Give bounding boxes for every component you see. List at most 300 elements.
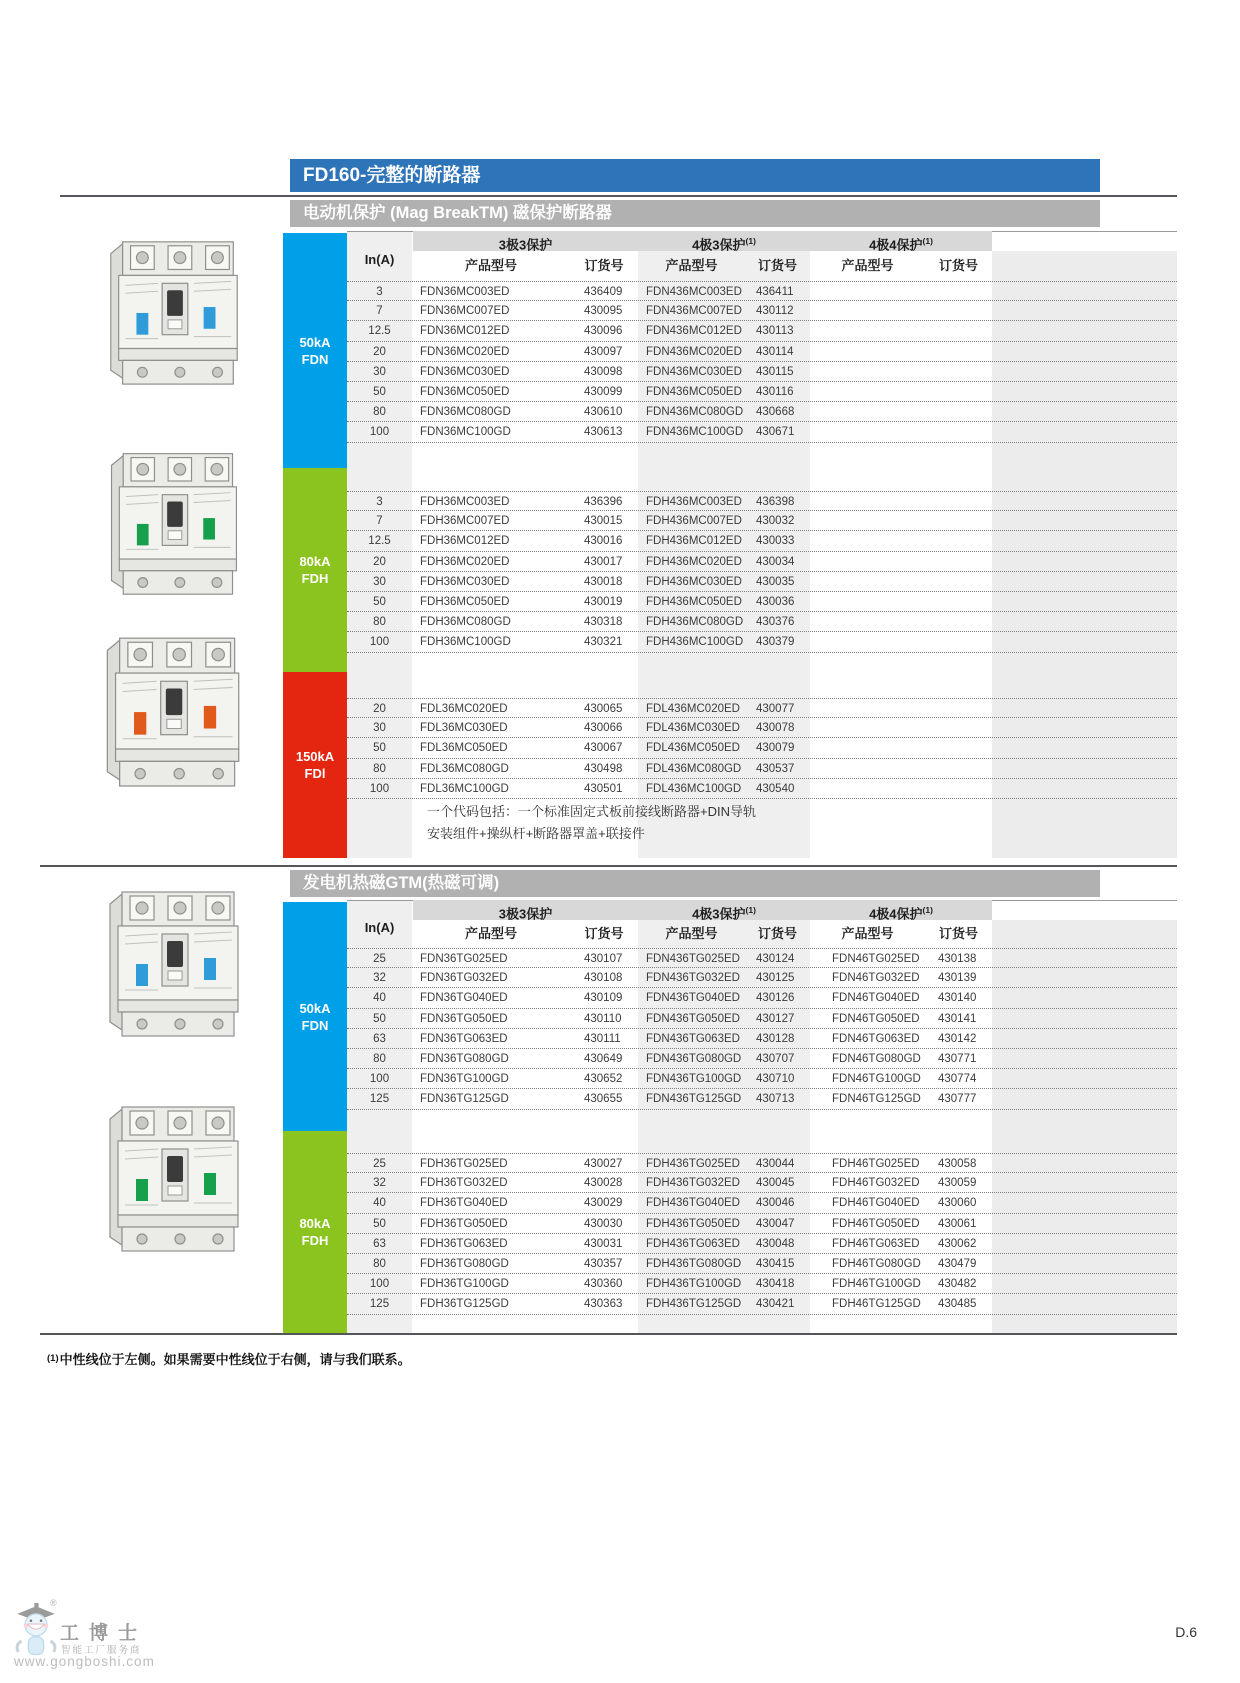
column-group-label: 4极3保护	[692, 906, 746, 922]
cell-in: 30	[373, 365, 386, 378]
cell-product: FDN436MC007ED	[646, 305, 742, 318]
cell-order: 430127	[756, 1012, 795, 1025]
cell-product: FDH46TG050ED	[832, 1217, 920, 1230]
cell-order: 430128	[756, 1032, 795, 1045]
cell-product: FDN36MC080GD	[420, 406, 511, 419]
order-column-header: 订货号	[584, 926, 624, 941]
rating-label: 50kA	[299, 334, 331, 350]
cell-order: 430111	[584, 1032, 621, 1045]
cell-in: 63	[373, 1237, 386, 1250]
cell-in: 50	[373, 742, 386, 755]
cell-order: 430061	[938, 1217, 977, 1230]
section-divider-line	[60, 195, 1177, 197]
cell-order: 430771	[938, 1053, 977, 1065]
cell-order: 430777	[938, 1093, 977, 1106]
cell-product	[832, 382, 932, 401]
logo-subtitle: 智能工厂服务商	[61, 1645, 142, 1656]
cell-order: 430045	[756, 1177, 795, 1190]
cell-order: 430713	[756, 1093, 795, 1106]
cell-product: FDN36TG100GD	[420, 1073, 509, 1086]
cell-order: 430363	[584, 1298, 623, 1311]
order-column-header: 订货号	[584, 258, 624, 273]
table-row	[347, 948, 1177, 968]
cell-product: FDN436TG125GD	[646, 1093, 742, 1106]
section-title: 电动机保护 (Mag BreakTM) 磁保护断路器	[303, 204, 612, 222]
cell-product: FDH36TG063ED	[420, 1237, 508, 1250]
cell-product: FDH36TG125GD	[420, 1298, 509, 1311]
cell-order: 430671	[756, 426, 795, 439]
table-row	[347, 402, 1177, 422]
cell-in: 12.5	[368, 535, 391, 548]
table-row	[347, 342, 1177, 362]
cell-order: 430318	[584, 616, 623, 629]
cell-order	[938, 632, 994, 651]
cell-product: FDH36TG040ED	[420, 1197, 508, 1210]
cell-order: 430115	[756, 365, 794, 378]
cell-order	[938, 342, 994, 361]
breaker-illustration	[98, 876, 248, 1046]
cell-product: FDN436MC080GD	[646, 406, 744, 419]
footnote	[47, 1349, 411, 1368]
cell-product: FDL36MC020ED	[420, 703, 508, 715]
cell-product: FDN436TG025ED	[646, 953, 740, 965]
cell-in: 30	[373, 575, 386, 588]
table-row	[347, 738, 1177, 758]
column-group-label: 3极3保护	[498, 237, 553, 253]
cell-product: FDN36TG050ED	[420, 1012, 508, 1025]
cell-product: FDH36TG080GD	[420, 1258, 509, 1270]
table-row	[347, 759, 1177, 779]
column-group-header	[638, 900, 810, 920]
cell-product: FDN436MC012ED	[646, 325, 742, 338]
product-column-header: 产品型号	[665, 258, 718, 273]
cell-product: FDH436MC003ED	[646, 496, 742, 508]
table-row	[347, 1089, 1177, 1109]
cell-product: FDH36MC003ED	[420, 496, 510, 508]
cell-product: FDN436MC050ED	[646, 386, 742, 398]
table-row	[347, 1193, 1177, 1213]
cell-order: 430537	[756, 762, 795, 775]
cell-order: 430109	[584, 992, 623, 1005]
cell-product: FDN36TG040ED	[420, 992, 508, 1005]
cell-order: 430125	[756, 972, 795, 985]
table-row	[347, 1049, 1177, 1069]
page-title: FD160-完整的断路器	[303, 165, 481, 186]
cell-product	[832, 402, 932, 421]
table-row	[347, 1009, 1177, 1029]
cell-product: FDH36TG025ED	[420, 1158, 508, 1170]
table-row	[347, 281, 1177, 301]
cell-product: FDH36MC100GD	[420, 636, 511, 649]
table-row	[347, 362, 1177, 382]
breaker-illustration	[98, 228, 248, 392]
table-row	[347, 1254, 1177, 1274]
cell-product: FDL436MC100GD	[646, 782, 742, 795]
cell-product: FDN436TG063ED	[646, 1032, 740, 1045]
cell-product: FDN436TG032ED	[646, 972, 740, 985]
cell-product: FDH436MC050ED	[646, 596, 742, 608]
order-column-header: 订货号	[757, 926, 797, 941]
cell-order: 430031	[584, 1237, 623, 1250]
cell-product: FDL436MC020ED	[646, 703, 740, 715]
table-row	[347, 1294, 1177, 1314]
column-group-header	[638, 231, 810, 251]
cell-in: 40	[373, 1197, 386, 1210]
cell-order: 430044	[756, 1158, 795, 1170]
cell-order: 430421	[756, 1298, 795, 1311]
cell-product: FDN46TG063ED	[832, 1032, 920, 1045]
cell-order	[938, 321, 994, 340]
cell-order	[938, 362, 994, 381]
cell-order: 430065	[584, 703, 623, 715]
cell-in: 100	[369, 1073, 390, 1086]
cell-product: FDN436MC100GD	[646, 426, 744, 439]
cell-product: FDH436MC030ED	[646, 575, 742, 588]
cell-order: 430027	[584, 1158, 623, 1170]
cell-product: FDH36TG100GD	[420, 1278, 509, 1291]
cell-order	[938, 382, 994, 401]
cell-product: FDN46TG032ED	[832, 972, 920, 985]
cell-order: 430655	[584, 1093, 623, 1106]
cell-order	[938, 492, 994, 510]
table-row	[347, 321, 1177, 341]
cell-order: 430096	[584, 325, 623, 338]
cell-product: FDN436TG050ED	[646, 1012, 740, 1025]
cell-in: 30	[373, 722, 386, 735]
cell-order: 430479	[938, 1258, 977, 1270]
cell-product	[832, 511, 932, 530]
cell-order: 430097	[584, 345, 623, 358]
cell-in: 80	[373, 616, 386, 629]
cell-product: FDN36TG080GD	[420, 1053, 509, 1065]
cell-product: FDN36TG032ED	[420, 972, 508, 985]
product-column-header: 产品型号	[464, 258, 517, 273]
cell-order: 430029	[584, 1197, 623, 1210]
cell-order	[938, 552, 994, 571]
cell-in: 80	[373, 762, 386, 775]
cell-product	[832, 552, 932, 571]
table-row	[347, 491, 1177, 511]
cell-order: 430077	[756, 703, 795, 715]
page-number: D.6	[1175, 1624, 1197, 1640]
cell-order: 430113	[756, 325, 794, 338]
cell-product: FDH436TG125GD	[646, 1298, 742, 1311]
column-group-sup: (1)	[922, 236, 933, 246]
cell-product	[832, 342, 932, 361]
cell-order: 430114	[756, 345, 794, 358]
cell-order: 430062	[938, 1237, 977, 1250]
cell-order: 430112	[756, 305, 794, 318]
cell-product	[832, 699, 932, 717]
in-column-header: In(A)	[364, 252, 395, 267]
cell-in: 80	[373, 1053, 386, 1065]
cell-product: FDH36MC050ED	[420, 596, 510, 608]
cell-product: FDH36TG032ED	[420, 1177, 508, 1190]
cell-product: FDH46TG025ED	[832, 1158, 920, 1170]
cell-in: 20	[373, 703, 386, 715]
section-divider-line	[40, 865, 1177, 867]
cell-order: 430078	[756, 722, 795, 735]
product-column-header: 产品型号	[665, 926, 718, 941]
cell-in: 125	[369, 1298, 390, 1311]
cell-order: 430652	[584, 1073, 623, 1086]
rating-label: 80kA	[299, 1216, 331, 1231]
section-header-bar	[290, 200, 1100, 227]
cell-order: 430485	[938, 1298, 977, 1311]
cell-order: 430418	[756, 1278, 795, 1291]
cell-order: 430058	[938, 1158, 977, 1170]
cell-order: 430036	[756, 596, 795, 608]
cell-product	[832, 718, 932, 737]
cell-order: 430099	[584, 386, 623, 398]
cell-product	[832, 282, 932, 300]
rating-label: 80kA	[299, 554, 331, 569]
cell-product	[832, 362, 932, 381]
note-line: 安装组件+操纵杆+断路器罩盖+联接件	[427, 826, 645, 841]
logo-url: www.gongboshi.com	[14, 1654, 155, 1669]
column-group-sup: (1)	[745, 236, 756, 246]
cell-product: FDH36MC020ED	[420, 555, 510, 568]
cell-order: 430360	[584, 1278, 623, 1291]
cell-product: FDN36MC007ED	[420, 305, 510, 318]
cell-product: FDN36TG125GD	[420, 1093, 509, 1106]
cell-product: FDL436MC030ED	[646, 722, 740, 735]
cell-product	[832, 492, 932, 510]
table-row	[347, 1173, 1177, 1193]
table-row	[347, 1214, 1177, 1234]
cell-product: FDH46TG040ED	[832, 1197, 920, 1210]
registered-mark: ®	[50, 1598, 57, 1608]
table-row	[347, 632, 1177, 652]
cell-order: 430138	[938, 953, 977, 965]
cell-order: 430613	[584, 426, 623, 439]
table-row	[347, 988, 1177, 1008]
cell-order: 430032	[756, 515, 795, 528]
table-row	[347, 1234, 1177, 1254]
cell-product: FDH436TG080GD	[646, 1258, 742, 1270]
table-row	[347, 698, 1177, 718]
cell-product: FDH436TG032ED	[646, 1177, 740, 1190]
cell-product: FDN46TG100GD	[832, 1073, 921, 1086]
cell-product: FDN436TG100GD	[646, 1073, 742, 1086]
cell-order: 430016	[584, 535, 623, 548]
cell-in: 32	[373, 972, 386, 985]
cell-order	[938, 531, 994, 550]
cell-order: 430098	[584, 365, 623, 378]
cell-product: FDH436MC007ED	[646, 515, 742, 528]
cell-order: 430059	[938, 1177, 977, 1190]
cell-in: 50	[373, 1217, 386, 1230]
cell-product: FDL436MC080GD	[646, 762, 742, 775]
table-row	[347, 1029, 1177, 1049]
cell-order: 430095	[584, 305, 623, 318]
table-row	[347, 531, 1177, 551]
cell-product: FDH46TG080GD	[832, 1258, 921, 1270]
cell-product: FDN46TG040ED	[832, 992, 920, 1005]
cell-product: FDL36MC080GD	[420, 762, 509, 775]
cell-product: FDN46TG125GD	[832, 1093, 921, 1106]
cell-in: 3	[376, 496, 383, 508]
cell-order: 430379	[756, 636, 795, 649]
cell-in: 80	[373, 406, 386, 419]
cell-product: FDL36MC030ED	[420, 722, 508, 735]
cell-product: FDN36MC020ED	[420, 345, 510, 358]
cell-order: 430141	[938, 1012, 977, 1025]
cell-order: 430067	[584, 742, 623, 755]
cell-product: FDN436MC003ED	[646, 286, 742, 298]
cell-order: 430033	[756, 535, 795, 548]
cell-in: 25	[373, 953, 386, 965]
cell-product	[832, 779, 932, 798]
cell-order: 436398	[756, 496, 795, 508]
table-row	[347, 511, 1177, 531]
column-group-header	[810, 231, 992, 251]
cell-order: 430030	[584, 1217, 623, 1230]
cell-in: 50	[373, 386, 386, 398]
breaker-image-fdn-gtm	[98, 876, 248, 1046]
table-row	[347, 382, 1177, 402]
cell-product	[832, 572, 932, 591]
family-label: FDH	[301, 571, 329, 586]
cell-product: FDN46TG025ED	[832, 953, 920, 965]
cell-product: FDH46TG100GD	[832, 1278, 921, 1291]
rating-label: 50kA	[299, 1000, 331, 1016]
rating-color-block	[283, 672, 347, 858]
cell-order: 430139	[938, 972, 977, 985]
cell-in: 7	[376, 515, 383, 528]
cell-order: 430107	[584, 953, 623, 965]
cell-product: FDH436MC080GD	[646, 616, 744, 629]
table-row	[347, 779, 1177, 799]
cell-product	[832, 592, 932, 611]
cell-product: FDL436MC050ED	[646, 742, 740, 755]
footnote-text: 中性线位于左侧。如果需要中性线位于右侧，请与我们联系。	[59, 1352, 411, 1367]
cell-order: 430017	[584, 555, 623, 568]
cell-product: FDH436MC020ED	[646, 555, 742, 568]
cell-product: FDN36MC012ED	[420, 325, 510, 338]
cell-order: 430501	[584, 782, 623, 795]
cell-in: 40	[373, 992, 386, 1005]
cell-product: FDH436TG040ED	[646, 1197, 740, 1210]
cell-product: FDH436TG100GD	[646, 1278, 742, 1291]
cell-order: 430668	[756, 406, 795, 419]
cell-product: FDH36MC012ED	[420, 535, 510, 548]
column-group-label: 3极3保护	[498, 906, 553, 922]
order-column-header: 订货号	[938, 258, 978, 273]
table-row	[347, 1069, 1177, 1089]
cell-product	[832, 759, 932, 778]
rating-label: 150kA	[295, 749, 335, 764]
breaker-image-fdl-mag	[95, 616, 249, 802]
cell-in: 125	[369, 1093, 390, 1106]
cell-order: 430028	[584, 1177, 623, 1190]
table-row	[347, 572, 1177, 592]
cell-order	[938, 699, 994, 717]
cell-order: 430046	[756, 1197, 795, 1210]
cell-order: 430707	[756, 1053, 795, 1065]
cell-order: 430482	[938, 1278, 977, 1291]
cell-order: 430066	[584, 722, 623, 735]
cell-order	[938, 301, 994, 320]
cell-product: FDN36MC100GD	[420, 426, 511, 439]
cell-in: 50	[373, 1012, 386, 1025]
section-title: 发电机热磁GTM(热磁可调)	[303, 874, 500, 892]
cell-order	[938, 282, 994, 300]
cell-product: FDH436TG025ED	[646, 1158, 740, 1170]
breaker-illustration	[98, 440, 248, 602]
cell-order	[938, 779, 994, 798]
cell-order: 430321	[584, 636, 623, 649]
cell-order: 430034	[756, 555, 795, 568]
cell-order	[938, 572, 994, 591]
cell-order	[938, 511, 994, 530]
cell-in: 80	[373, 1258, 386, 1270]
cell-product: FDN36TG063ED	[420, 1032, 508, 1045]
cell-product: FDN36MC050ED	[420, 386, 510, 398]
cell-product: FDH36MC007ED	[420, 515, 510, 528]
cell-product: FDN436TG080GD	[646, 1053, 742, 1065]
note-line: 一个代码包括：一个标准固定式板前接线断路器+DIN导轨	[427, 804, 756, 819]
cell-in: 12.5	[368, 325, 391, 338]
cell-order: 430610	[584, 406, 623, 419]
cell-product	[832, 632, 932, 651]
table-row	[347, 1274, 1177, 1294]
cell-order	[938, 612, 994, 631]
column-group-sup: (1)	[745, 905, 756, 915]
cell-product: FDH36MC030ED	[420, 575, 510, 588]
gongboshi-logo	[14, 1596, 244, 1671]
cell-order: 436396	[584, 496, 623, 508]
rating-color-block	[283, 1131, 347, 1333]
cell-product: FDH436TG063ED	[646, 1237, 740, 1250]
family-label: FDH	[301, 1233, 329, 1248]
column-group-header	[413, 900, 638, 920]
product-column-header: 产品型号	[841, 258, 894, 273]
cell-order: 430376	[756, 616, 795, 629]
cell-order: 430540	[756, 782, 795, 795]
breaker-illustration	[95, 616, 249, 802]
cell-order: 430047	[756, 1217, 795, 1230]
breaker-image-fdh-gtm	[98, 1090, 248, 1262]
cell-in: 32	[373, 1177, 386, 1190]
cell-product	[832, 738, 932, 757]
bottom-divider-line	[40, 1333, 1177, 1335]
cell-order	[938, 422, 994, 441]
cell-order: 430079	[756, 742, 795, 755]
cell-in: 100	[369, 426, 390, 439]
rating-color-block	[283, 233, 347, 468]
cell-order: 430498	[584, 762, 623, 775]
cell-order	[938, 592, 994, 611]
cell-product	[832, 531, 932, 550]
cell-product: FDH436TG050ED	[646, 1217, 740, 1230]
cell-order: 430710	[756, 1073, 795, 1086]
cell-order: 430018	[584, 575, 623, 588]
column-group-label: 4极3保护	[692, 237, 746, 253]
cell-order: 430035	[756, 575, 795, 588]
cell-order	[938, 738, 994, 757]
cell-product: FDN46TG050ED	[832, 1012, 920, 1025]
cell-order	[938, 718, 994, 737]
cell-order: 430649	[584, 1053, 623, 1065]
cell-product: FDL36MC050ED	[420, 742, 508, 755]
rating-color-block	[283, 902, 347, 1131]
logo-name: 工博士	[60, 1623, 148, 1644]
cell-in: 63	[373, 1032, 386, 1045]
cell-product: FDN436MC020ED	[646, 345, 742, 358]
in-column-header: In(A)	[364, 920, 395, 935]
order-column-header: 订货号	[938, 926, 978, 941]
